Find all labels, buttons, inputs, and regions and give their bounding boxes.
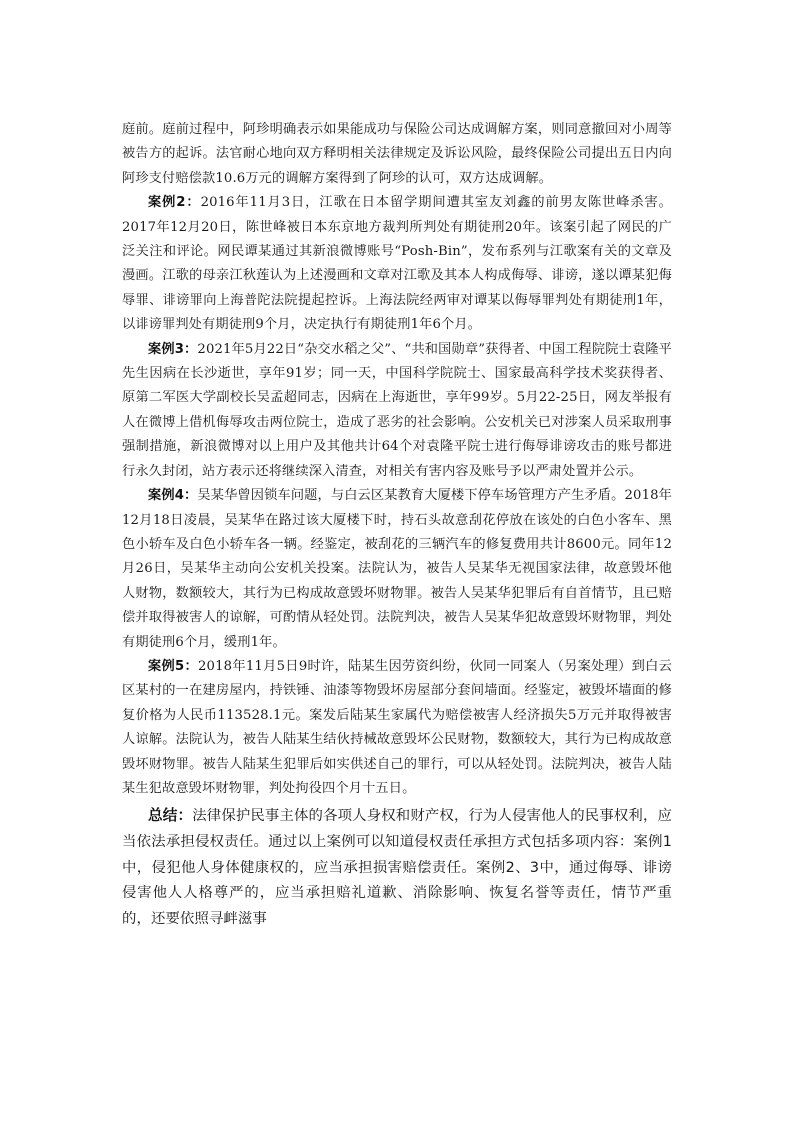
case-label: 案例4： bbox=[148, 488, 198, 504]
paragraph-text: 庭前。庭前过程中，阿珍明确表示如果能成功与保险公司达成调解方案，则同意撤回对小周等被告方的起诉。法官耐心地向双方释明相关法律规定及诉讼风险，最终保险公司提出五日内向阿珍支付赔偿款10.6万元的调解方案得到了阿珍的认可，双方达成调解。 bbox=[122, 122, 672, 186]
paragraph-text: 2016年11月3日，江歌在日本留学期间遭其室友刘鑫的前男友陈世峰杀害。2017年12月20日，陈世峰被日本东京地方裁判所判处有期徒刑20年。该案引起了网民的广泛关注和评论。网民谭某通过其新浪微博账号“Posh-Bin”，发布系列与江歌案有关的文章及漫画。江歌的母亲江秋莲认为上述漫画和文章对江歌及其本人构成侮辱、诽谤，遂以谭某犯侮辱罪、诽谤罪向上海普陀法院提起控诉。上海法院经两审对谭某以侮辱罪判处有期徒刑1年，以诽谤罪判处有期徒刑9个月，决定执行有期徒刑1年6个月。 bbox=[122, 195, 672, 333]
case-label: 案例3： bbox=[148, 341, 198, 357]
case-label: 案例2： bbox=[148, 195, 201, 211]
paragraph-case3 bbox=[122, 338, 672, 484]
summary-label: 总结： bbox=[148, 807, 193, 825]
paragraph-case4 bbox=[122, 484, 672, 655]
paragraph-case1-continued bbox=[122, 118, 672, 191]
document-page bbox=[122, 118, 672, 932]
case-label: 案例5： bbox=[148, 658, 199, 674]
paragraph-summary bbox=[122, 803, 672, 932]
paragraph-case2 bbox=[122, 191, 672, 337]
paragraph-text: 吴某华曾因锁车问题，与白云区某教育大厦楼下停车场管理方产生矛盾。2018年12月18日凌晨，吴某华在路过该大厦楼下时，持石头故意刮花停放在该处的白色小客车、黑色小轿车及白色小轿车各一辆。经鉴定，被刮花的三辆汽车的修复费用共计8600元。同年12月26日，吴某华主动向公安机关投案。法院认为，被告人吴某华无视国家法律，故意毁坏他人财物，数额较大，其行为已构成故意毁坏财物罪。被告人吴某华犯罪后有自首情节，且已赔偿并取得被害人的谅解，可酌情从轻处罚。法院判决，被告人吴某华犯故意毁坏财物罪，判处有期徒刑6个月，缓刑1年。 bbox=[122, 488, 673, 650]
paragraph-text: 2021年5月22日“杂交水稻之父”、“共和国勋章”获得者、中国工程院院士袁隆平先生因病在长沙逝世，享年91岁；同一天，中国科学院院士、国家最高科学技术奖获得者、原第二军医大学副校长吴孟超同志，因病在上海逝世，享年99岁。5月22-25日，网友举报有人在微博上借机侮辱攻击两位院士，造成了恶劣的社会影响。公安机关已对涉案人员采取刑事强制措施，新浪微博对以上用户及其他共计64个对袁隆平院士进行侮辱诽谤攻击的账号都进行永久封闭，站方表示还将继续深入清查，对相关有害内容及账号予以严肃处置并公示。 bbox=[122, 341, 673, 479]
summary-text: 法律保护民事主体的各项人身权和财产权，行为人侵害他人的民事权利，应当依法承担侵权责任。通过以上案例可以知道侵权责任承担方式包括多项内容：案例1中，侵犯他人身体健康权的，应当承担损害赔偿责任。案例2、3中，通过侮辱、诽谤侵害他人人格尊严的，应当承担赔礼道歉、消除影响、恢复名誉等责任，情节严重的，还要依照寻衅滋事 bbox=[122, 808, 672, 927]
paragraph-case5 bbox=[122, 655, 672, 801]
paragraph-text: 2018年11月5日9时许，陆某生因劳资纠纷，伙同一同案人（另案处理）到白云区某村的一在建房屋内，持铁锤、油漆等物毁坏房屋部分套间墙面。经鉴定，被毁坏墙面的修复价格为人民币113528.1元。案发后陆某生家属代为赔偿被害人经济损失5万元并取得被害人谅解。法院认为，被告人陆某生结伙持械故意毁坏公民财物，数额较大，其行为已构成故意毁坏财物罪。被告人陆某生犯罪后如实供述自己的罪行，可以从轻处罚。法院判决，被告人陆某生犯故意毁坏财物罪，判处拘役四个月十五日。 bbox=[122, 658, 672, 796]
